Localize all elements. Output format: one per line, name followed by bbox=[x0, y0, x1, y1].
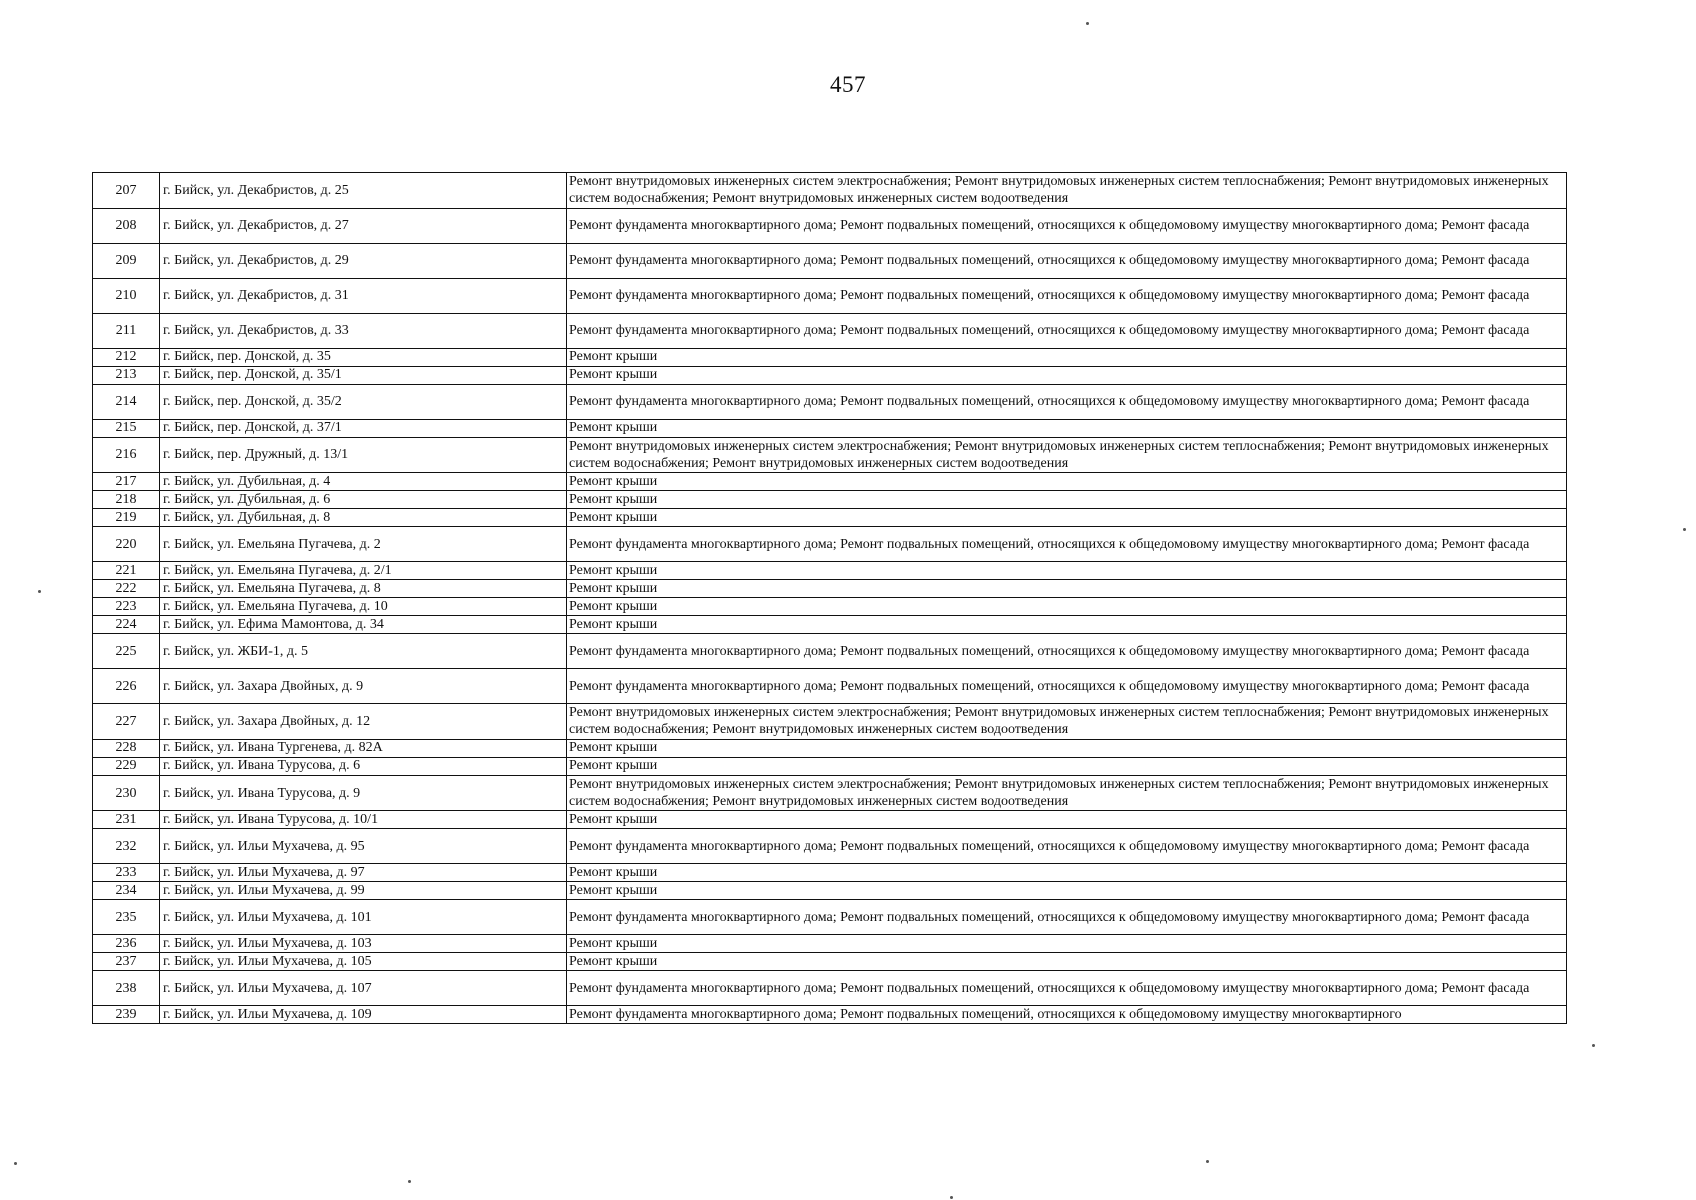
row-works: Ремонт фундамента многоквартирного дома; Ремонт подвальных помещений, относящихся к общедомовому имуществу многоквартирного дома; Ремонт фасада bbox=[567, 971, 1567, 1006]
table-row bbox=[93, 864, 1567, 882]
row-number: 227 bbox=[93, 704, 160, 740]
row-address: г. Бийск, ул. Ильи Мухачева, д. 105 bbox=[160, 953, 567, 971]
row-works: Ремонт фундамента многоквартирного дома; Ремонт подвальных помещений, относящихся к общедомовому имуществу многоквартирного bbox=[567, 1006, 1567, 1024]
table-row bbox=[93, 313, 1567, 348]
row-number: 217 bbox=[93, 473, 160, 491]
row-number: 219 bbox=[93, 509, 160, 527]
row-number: 229 bbox=[93, 757, 160, 775]
row-number: 226 bbox=[93, 669, 160, 704]
row-number: 218 bbox=[93, 491, 160, 509]
row-number: 239 bbox=[93, 1006, 160, 1024]
table-row bbox=[93, 491, 1567, 509]
row-address: г. Бийск, ул. ЖБИ-1, д. 5 bbox=[160, 634, 567, 669]
table-row bbox=[93, 775, 1567, 811]
row-number: 234 bbox=[93, 882, 160, 900]
table-row bbox=[93, 437, 1567, 473]
row-address: г. Бийск, ул. Декабристов, д. 33 bbox=[160, 313, 567, 348]
row-address: г. Бийск, ул. Ивана Турусова, д. 6 bbox=[160, 757, 567, 775]
row-address: г. Бийск, ул. Ильи Мухачева, д. 97 bbox=[160, 864, 567, 882]
row-works: Ремонт фундамента многоквартирного дома; Ремонт подвальных помещений, относящихся к общедомовому имуществу многоквартирного дома; Ремонт фасада bbox=[567, 313, 1567, 348]
table-row bbox=[93, 616, 1567, 634]
row-number: 212 bbox=[93, 348, 160, 366]
row-number: 220 bbox=[93, 527, 160, 562]
row-address: г. Бийск, ул. Ильи Мухачева, д. 109 bbox=[160, 1006, 567, 1024]
row-number: 233 bbox=[93, 864, 160, 882]
row-works: Ремонт внутридомовых инженерных систем электроснабжения; Ремонт внутридомовых инженерных систем теплоснабжения; Ремонт внутридомовых инженерных систем водоснабжения; Ремонт внутридомовых инженерных систем водоотведения bbox=[567, 437, 1567, 473]
row-number: 237 bbox=[93, 953, 160, 971]
table-row bbox=[93, 971, 1567, 1006]
table-row bbox=[93, 173, 1567, 209]
row-number: 225 bbox=[93, 634, 160, 669]
row-works: Ремонт внутридомовых инженерных систем электроснабжения; Ремонт внутридомовых инженерных систем теплоснабжения; Ремонт внутридомовых инженерных систем водоснабжения; Ремонт внутридомовых инженерных систем водоотведения bbox=[567, 704, 1567, 740]
table-row bbox=[93, 366, 1567, 384]
row-works: Ремонт крыши bbox=[567, 882, 1567, 900]
table-row bbox=[93, 935, 1567, 953]
table-row bbox=[93, 739, 1567, 757]
row-address: г. Бийск, ул. Ивана Тургенева, д. 82А bbox=[160, 739, 567, 757]
row-works: Ремонт крыши bbox=[567, 935, 1567, 953]
row-address: г. Бийск, ул. Ивана Турусова, д. 9 bbox=[160, 775, 567, 811]
row-works: Ремонт крыши bbox=[567, 491, 1567, 509]
row-number: 228 bbox=[93, 739, 160, 757]
row-number: 230 bbox=[93, 775, 160, 811]
row-works: Ремонт крыши bbox=[567, 757, 1567, 775]
row-works: Ремонт фундамента многоквартирного дома; Ремонт подвальных помещений, относящихся к общедомовому имуществу многоквартирного дома; Ремонт фасада bbox=[567, 527, 1567, 562]
row-works: Ремонт фундамента многоквартирного дома; Ремонт подвальных помещений, относящихся к общедомовому имуществу многоквартирного дома; Ремонт фасада bbox=[567, 208, 1567, 243]
table-row bbox=[93, 598, 1567, 616]
row-address: г. Бийск, ул. Дубильная, д. 8 bbox=[160, 509, 567, 527]
row-works: Ремонт крыши bbox=[567, 366, 1567, 384]
row-works: Ремонт внутридомовых инженерных систем электроснабжения; Ремонт внутридомовых инженерных систем теплоснабжения; Ремонт внутридомовых инженерных систем водоснабжения; Ремонт внутридомовых инженерных систем водоотведения bbox=[567, 173, 1567, 209]
row-address: г. Бийск, пер. Донской, д. 37/1 bbox=[160, 419, 567, 437]
row-address: г. Бийск, ул. Ильи Мухачева, д. 95 bbox=[160, 829, 567, 864]
row-number: 208 bbox=[93, 208, 160, 243]
row-works: Ремонт крыши bbox=[567, 562, 1567, 580]
table-row bbox=[93, 882, 1567, 900]
row-address: г. Бийск, ул. Ефима Мамонтова, д. 34 bbox=[160, 616, 567, 634]
row-address: г. Бийск, ул. Декабристов, д. 27 bbox=[160, 208, 567, 243]
row-works: Ремонт фундамента многоквартирного дома; Ремонт подвальных помещений, относящихся к общедомовому имуществу многоквартирного дома; Ремонт фасада bbox=[567, 278, 1567, 313]
scan-speck bbox=[1206, 1160, 1209, 1163]
row-number: 238 bbox=[93, 971, 160, 1006]
row-number: 215 bbox=[93, 419, 160, 437]
scan-speck bbox=[38, 590, 41, 593]
row-number: 216 bbox=[93, 437, 160, 473]
row-works: Ремонт крыши bbox=[567, 509, 1567, 527]
row-number: 213 bbox=[93, 366, 160, 384]
row-address: г. Бийск, ул. Захара Двойных, д. 12 bbox=[160, 704, 567, 740]
scan-speck bbox=[408, 1180, 411, 1183]
row-works: Ремонт фундамента многоквартирного дома; Ремонт подвальных помещений, относящихся к общедомовому имуществу многоквартирного дома; Ремонт фасада bbox=[567, 384, 1567, 419]
row-address: г. Бийск, пер. Донской, д. 35/2 bbox=[160, 384, 567, 419]
row-address: г. Бийск, ул. Ильи Мухачева, д. 107 bbox=[160, 971, 567, 1006]
row-works: Ремонт крыши bbox=[567, 739, 1567, 757]
row-works: Ремонт крыши bbox=[567, 580, 1567, 598]
table-row bbox=[93, 757, 1567, 775]
page-number: 457 bbox=[830, 72, 866, 97]
table-row bbox=[93, 953, 1567, 971]
scan-speck bbox=[1592, 1044, 1595, 1047]
row-works: Ремонт внутридомовых инженерных систем электроснабжения; Ремонт внутридомовых инженерных систем теплоснабжения; Ремонт внутридомовых инженерных систем водоснабжения; Ремонт внутридомовых инженерных систем водоотведения bbox=[567, 775, 1567, 811]
row-address: г. Бийск, ул. Емельяна Пугачева, д. 10 bbox=[160, 598, 567, 616]
row-address: г. Бийск, ул. Ильи Мухачева, д. 103 bbox=[160, 935, 567, 953]
scan-speck bbox=[14, 1162, 17, 1165]
row-number: 209 bbox=[93, 243, 160, 278]
repair-works-table bbox=[92, 172, 1567, 1024]
table-body bbox=[93, 173, 1567, 1024]
row-address: г. Бийск, ул. Емельяна Пугачева, д. 2/1 bbox=[160, 562, 567, 580]
row-works: Ремонт крыши bbox=[567, 348, 1567, 366]
row-number: 211 bbox=[93, 313, 160, 348]
row-address: г. Бийск, ул. Дубильная, д. 6 bbox=[160, 491, 567, 509]
row-address: г. Бийск, ул. Декабристов, д. 31 bbox=[160, 278, 567, 313]
table-row bbox=[93, 419, 1567, 437]
row-address: г. Бийск, пер. Дружный, д. 13/1 bbox=[160, 437, 567, 473]
row-works: Ремонт фундамента многоквартирного дома; Ремонт подвальных помещений, относящихся к общедомовому имуществу многоквартирного дома; Ремонт фасада bbox=[567, 243, 1567, 278]
row-works: Ремонт крыши bbox=[567, 598, 1567, 616]
row-works: Ремонт крыши bbox=[567, 473, 1567, 491]
row-number: 207 bbox=[93, 173, 160, 209]
row-number: 223 bbox=[93, 598, 160, 616]
table-row bbox=[93, 900, 1567, 935]
row-address: г. Бийск, ул. Декабристов, д. 29 bbox=[160, 243, 567, 278]
row-address: г. Бийск, пер. Донской, д. 35/1 bbox=[160, 366, 567, 384]
row-number: 210 bbox=[93, 278, 160, 313]
table-row bbox=[93, 473, 1567, 491]
table-row bbox=[93, 669, 1567, 704]
row-works: Ремонт крыши bbox=[567, 616, 1567, 634]
row-works: Ремонт крыши bbox=[567, 953, 1567, 971]
row-number: 232 bbox=[93, 829, 160, 864]
row-address: г. Бийск, ул. Емельяна Пугачева, д. 2 bbox=[160, 527, 567, 562]
row-address: г. Бийск, ул. Ильи Мухачева, д. 99 bbox=[160, 882, 567, 900]
row-number: 235 bbox=[93, 900, 160, 935]
row-number: 221 bbox=[93, 562, 160, 580]
scan-speck bbox=[1683, 528, 1686, 531]
row-number: 224 bbox=[93, 616, 160, 634]
table-row bbox=[93, 829, 1567, 864]
table-row bbox=[93, 1006, 1567, 1024]
table-row bbox=[93, 562, 1567, 580]
scan-speck bbox=[1086, 22, 1089, 25]
row-address: г. Бийск, ул. Ивана Турусова, д. 10/1 bbox=[160, 811, 567, 829]
row-number: 222 bbox=[93, 580, 160, 598]
table-row bbox=[93, 243, 1567, 278]
row-number: 214 bbox=[93, 384, 160, 419]
row-works: Ремонт фундамента многоквартирного дома; Ремонт подвальных помещений, относящихся к общедомовому имуществу многоквартирного дома; Ремонт фасада bbox=[567, 669, 1567, 704]
row-address: г. Бийск, ул. Ильи Мухачева, д. 101 bbox=[160, 900, 567, 935]
table-row bbox=[93, 811, 1567, 829]
table-row bbox=[93, 208, 1567, 243]
row-number: 236 bbox=[93, 935, 160, 953]
row-works: Ремонт фундамента многоквартирного дома; Ремонт подвальных помещений, относящихся к общедомовому имуществу многоквартирного дома; Ремонт фасада bbox=[567, 829, 1567, 864]
table-row bbox=[93, 348, 1567, 366]
table-row bbox=[93, 634, 1567, 669]
scan-speck bbox=[950, 1196, 953, 1199]
row-works: Ремонт крыши bbox=[567, 864, 1567, 882]
row-address: г. Бийск, ул. Емельяна Пугачева, д. 8 bbox=[160, 580, 567, 598]
row-works: Ремонт крыши bbox=[567, 419, 1567, 437]
table-row bbox=[93, 704, 1567, 740]
row-address: г. Бийск, пер. Донской, д. 35 bbox=[160, 348, 567, 366]
row-address: г. Бийск, ул. Захара Двойных, д. 9 bbox=[160, 669, 567, 704]
row-address: г. Бийск, ул. Дубильная, д. 4 bbox=[160, 473, 567, 491]
row-works: Ремонт фундамента многоквартирного дома; Ремонт подвальных помещений, относящихся к общедомовому имуществу многоквартирного дома; Ремонт фасада bbox=[567, 900, 1567, 935]
row-works: Ремонт крыши bbox=[567, 811, 1567, 829]
table-row bbox=[93, 509, 1567, 527]
table-row bbox=[93, 384, 1567, 419]
table-row bbox=[93, 278, 1567, 313]
row-address: г. Бийск, ул. Декабристов, д. 25 bbox=[160, 173, 567, 209]
row-number: 231 bbox=[93, 811, 160, 829]
table-row bbox=[93, 527, 1567, 562]
row-works: Ремонт фундамента многоквартирного дома; Ремонт подвальных помещений, относящихся к общедомовому имуществу многоквартирного дома; Ремонт фасада bbox=[567, 634, 1567, 669]
table-row bbox=[93, 580, 1567, 598]
